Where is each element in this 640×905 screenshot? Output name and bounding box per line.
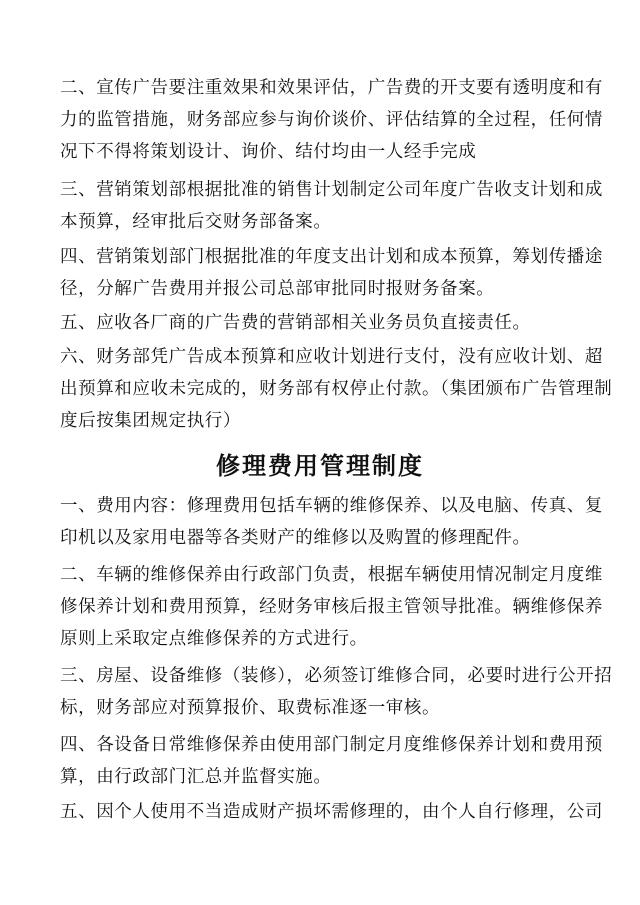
text-line: 五、因个人使用不当造成财产损坏需修理的，由个人自行修理，公司 — [60, 802, 603, 822]
text-line: 出预算和应收未完成的，财务部有权停止付款。（集团颁布广告管理制 — [60, 379, 613, 399]
text-line: 二、车辆的维修保养由行政部门负责，根据车辆使用情况制定月度维 — [60, 565, 603, 585]
text-line: 五、应收各厂商的广告费的营销部相关业务员负直接责任。 — [60, 313, 531, 333]
ad-rule-5 — [60, 307, 590, 339]
ad-rule-4 — [60, 241, 603, 305]
section-title: 修理费用管理制度 — [216, 452, 424, 480]
ad-rule-3 — [60, 174, 603, 238]
text-line: 四、营销策划部门根据批准的年度支出计划和成本预算，筹划传播途 — [60, 247, 603, 267]
text-line: 径，分解广告费用并报公司总部审批同时报财务备案。 — [60, 279, 495, 299]
text-line: 本预算，经审批后交财务部备案。 — [60, 212, 332, 232]
text-line: 修保养计划和费用预算，经财务审核后报主管领导批准。辆维修保养 — [60, 597, 603, 617]
repair-rule-3 — [60, 660, 613, 724]
ad-rule-6 — [60, 341, 613, 437]
repair-rule-4 — [60, 729, 603, 793]
text-line: 力的监管措施，财务部应参与询价谈价、评估结算的全过程，任何情 — [60, 110, 603, 130]
text-line: 三、营销策划部根据批准的销售计划制定公司年度广告收支计划和成 — [60, 180, 603, 200]
text-line: 三、房屋、设备维修（装修），必须签订维修合同，必要时进行公开招 — [60, 666, 613, 686]
text-line: 二、宣传广告要注重效果和效果评估，广告费的开支要有透明度和有 — [60, 78, 603, 98]
ad-rule-2 — [60, 72, 603, 168]
repair-rule-2 — [60, 559, 603, 655]
text-line: 四、各设备日常维修保养由使用部门制定月度维修保养计划和费用预 — [60, 735, 603, 755]
text-line: 度后按集团规定执行） — [60, 411, 241, 431]
text-line: 算，由行政部门汇总并监督实施。 — [60, 767, 332, 787]
text-line: 原则上采取定点维修保养的方式进行。 — [60, 629, 368, 649]
text-line: 印机以及家用电器等各类财产的维修以及购置的修理配件。 — [60, 528, 531, 548]
text-line: 况下不得将策划设计、询价、结付均由一人经手完成 — [60, 142, 477, 162]
text-line: 六、财务部凭广告成本预算和应收计划进行支付，没有应收计划、超 — [60, 347, 603, 367]
repair-rule-1 — [60, 490, 603, 554]
repair-rule-5 — [60, 796, 603, 828]
text-line: 标，财务部应对预算报价、取费标准逐一审核。 — [60, 698, 441, 718]
text-line: 一、费用内容：修理费用包括车辆的维修保养、以及电脑、传真、复 — [60, 496, 603, 516]
